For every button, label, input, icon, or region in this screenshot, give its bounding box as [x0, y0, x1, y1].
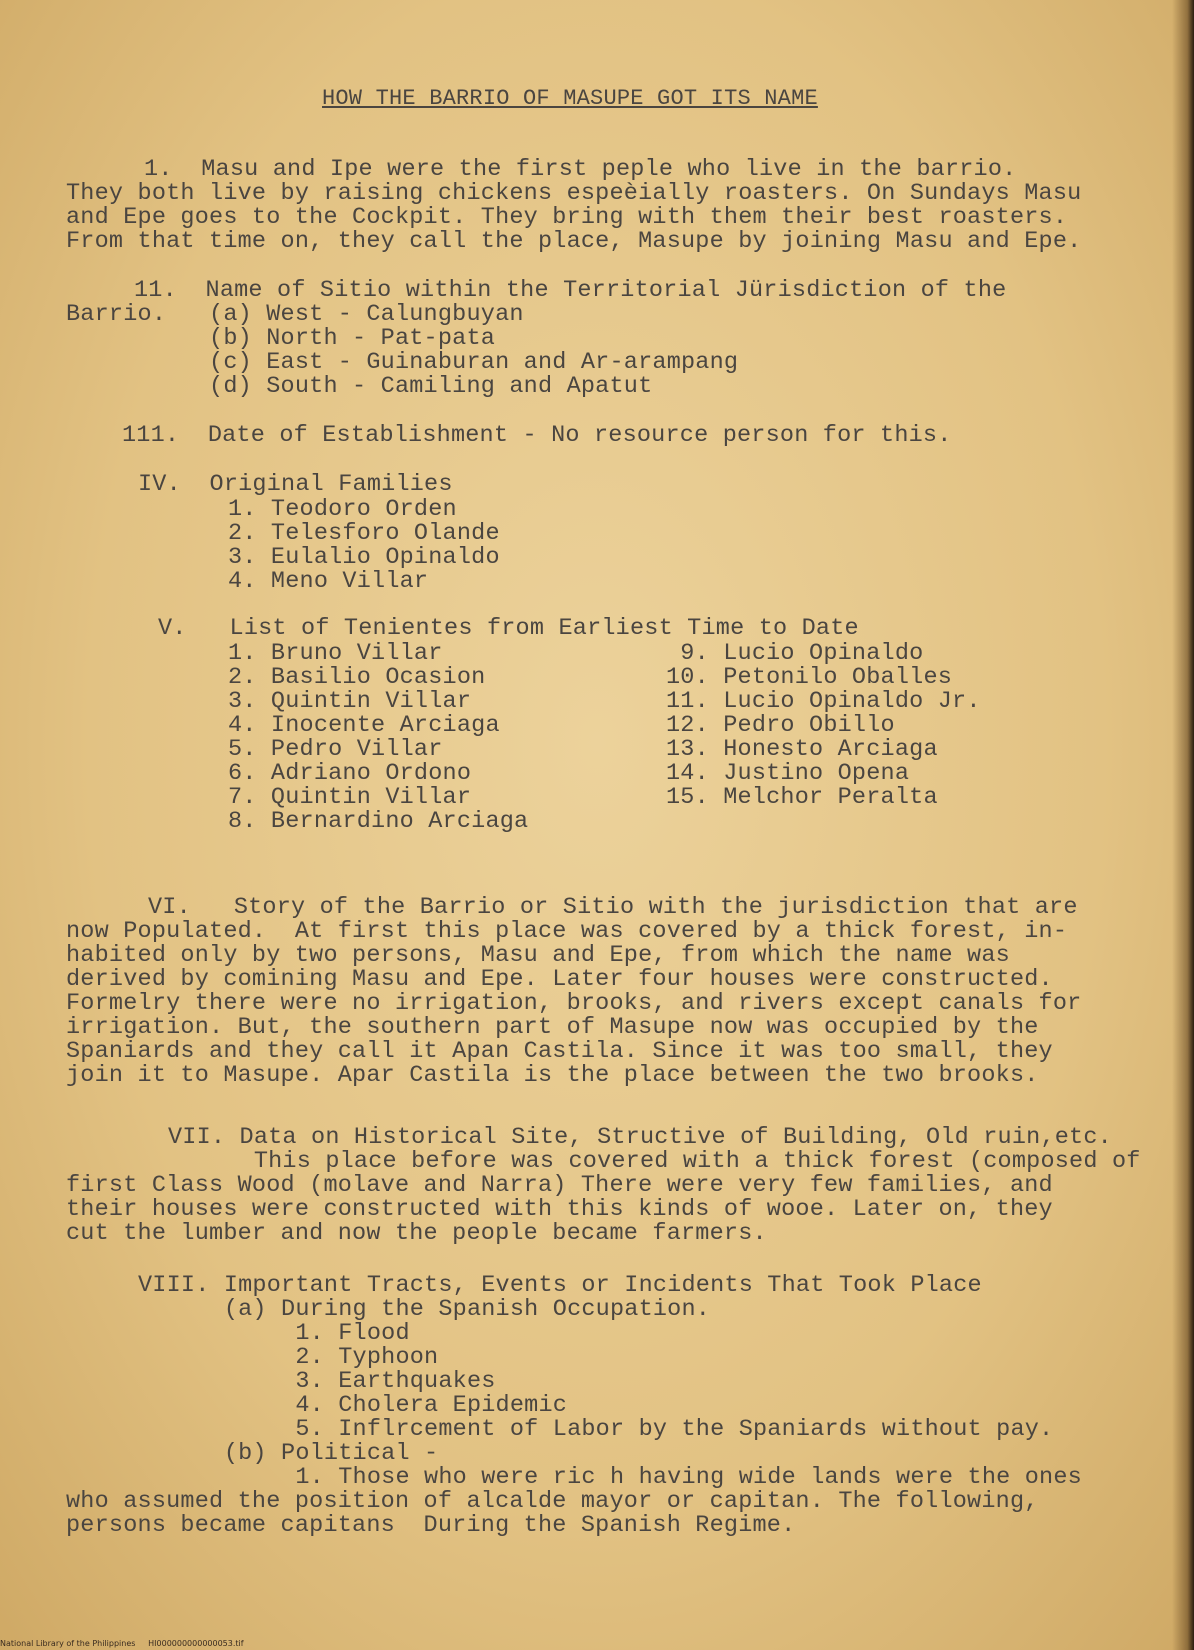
list-item: 2. Typhoon	[138, 1344, 439, 1371]
list-item: (a) During the Spanish Occupation.	[138, 1296, 711, 1323]
paragraph-line: and Epe goes to the Cockpit. They bring with them their best roasters.	[66, 204, 1068, 231]
list-item: 2. Telesforo Olande	[228, 520, 500, 547]
list-item: 15. Melchor Peralta	[666, 784, 938, 811]
paragraph-line: who assumed the position of alcalde mayor or capitan. The following,	[66, 1488, 1039, 1515]
paragraph-line: 1. Those who were ric h having wide lands were the ones	[138, 1464, 1082, 1491]
list-item: 5. Inflrcement of Labor by the Spaniards without pay.	[138, 1416, 1054, 1443]
page-edge-shadow	[1172, 0, 1194, 1650]
paragraph-line: derived by comining Masu and Epe. Later four houses were constructed.	[66, 966, 1053, 993]
list-item: 11. Lucio Opinaldo Jr.	[666, 688, 981, 715]
list-item: 8. Bernardino Arciaga	[228, 808, 529, 835]
paragraph-line: cut the lumber and now the people became farmers.	[66, 1220, 767, 1247]
paragraph-line: 11. Name of Sitio within the Territorial Jürisdiction of the	[134, 277, 1007, 304]
list-item: 2. Basilio Ocasion	[228, 664, 486, 691]
paragraph-line: habited only by two persons, Masu and Epe, from which the name was	[66, 942, 1010, 969]
paragraph-line: They both live by raising chickens espeèially roasters. On Sundays Masu	[66, 180, 1082, 207]
list-item: (b) Political -	[138, 1440, 439, 1467]
list-item: 13. Honesto Arciaga	[666, 736, 938, 763]
list-item: 3. Eulalio Opinaldo	[228, 544, 500, 571]
paragraph-line: Formelry there were no irrigation, brooks, and rivers except canals for	[66, 990, 1082, 1017]
scan-footer-label: National Library of the Philippines HI000000000000053.tif	[0, 1639, 244, 1648]
paragraph-line: persons became capitans During the Spanish Regime.	[66, 1512, 796, 1539]
list-item: 6. Adriano Ordono	[228, 760, 472, 787]
list-item: 9. Lucio Opinaldo	[666, 640, 924, 667]
list-item: (d) South - Camiling and Apatut	[66, 373, 653, 400]
paragraph-line: Barrio. (a) West - Calungbuyan	[66, 301, 524, 328]
list-item: 12. Pedro Obillo	[666, 712, 895, 739]
paragraph-line: their houses were constructed with this kinds of wooe. Later on, they	[66, 1196, 1053, 1223]
list-item: 4. Cholera Epidemic	[138, 1392, 568, 1419]
paragraph-line: join it to Masupe. Apar Castila is the place between the two brooks.	[66, 1062, 1039, 1089]
list-item: 4. Meno Villar	[228, 568, 429, 595]
list-item: 10. Petonilo Oballes	[666, 664, 953, 691]
paragraph-line: now Populated. At first this place was covered by a thick forest, in-	[66, 918, 1068, 945]
paragraph-line: From that time on, they call the place, Masupe by joining Masu and Epe.	[66, 228, 1082, 255]
paragraph-line: Spaniards and they call it Apan Castila. Since it was too small, they	[66, 1038, 1053, 1065]
list-item: 5. Pedro Villar	[228, 736, 443, 763]
list-item: 3. Earthquakes	[138, 1368, 496, 1395]
paragraph-line: VII. Data on Historical Site, Structive of Building, Old ruin,etc.	[168, 1124, 1112, 1151]
paragraph-line: irrigation. But, the southern part of Masupe now was occupied by the	[66, 1014, 1039, 1041]
section-heading: VIII. Important Tracts, Events or Incidents That Took Place	[138, 1272, 982, 1299]
list-item: 14. Justino Opena	[666, 760, 910, 787]
list-item: 1. Flood	[138, 1320, 410, 1347]
list-item: 3. Quintin Villar	[228, 688, 472, 715]
list-item: 1. Bruno Villar	[228, 640, 443, 667]
list-item: 1. Teodoro Orden	[228, 496, 457, 523]
list-item: (c) East - Guinaburan and Ar-arampang	[66, 349, 739, 376]
list-item: (b) North - Pat-pata	[66, 325, 496, 352]
page-title: HOW THE BARRIO OF MASUPE GOT ITS NAME	[322, 86, 818, 111]
paragraph-line: first Class Wood (molave and Narra) There were very few families, and	[66, 1172, 1053, 1199]
section-heading: V. List of Tenientes from Earliest Time to Date	[158, 615, 859, 642]
section-heading: IV. Original Families	[138, 471, 453, 498]
paragraph-line: 1. Masu and Ipe were the first peple who live in the barrio.	[144, 156, 1017, 183]
list-item: 7. Quintin Villar	[228, 784, 472, 811]
list-item: 4. Inocente Arciaga	[228, 712, 500, 739]
paragraph-line: This place before was covered with a thick forest (composed of	[168, 1148, 1141, 1175]
paragraph-line: VI. Story of the Barrio or Sitio with the jurisdiction that are	[148, 894, 1078, 921]
section-3: 111. Date of Establishment - No resource person for this.	[122, 422, 952, 449]
